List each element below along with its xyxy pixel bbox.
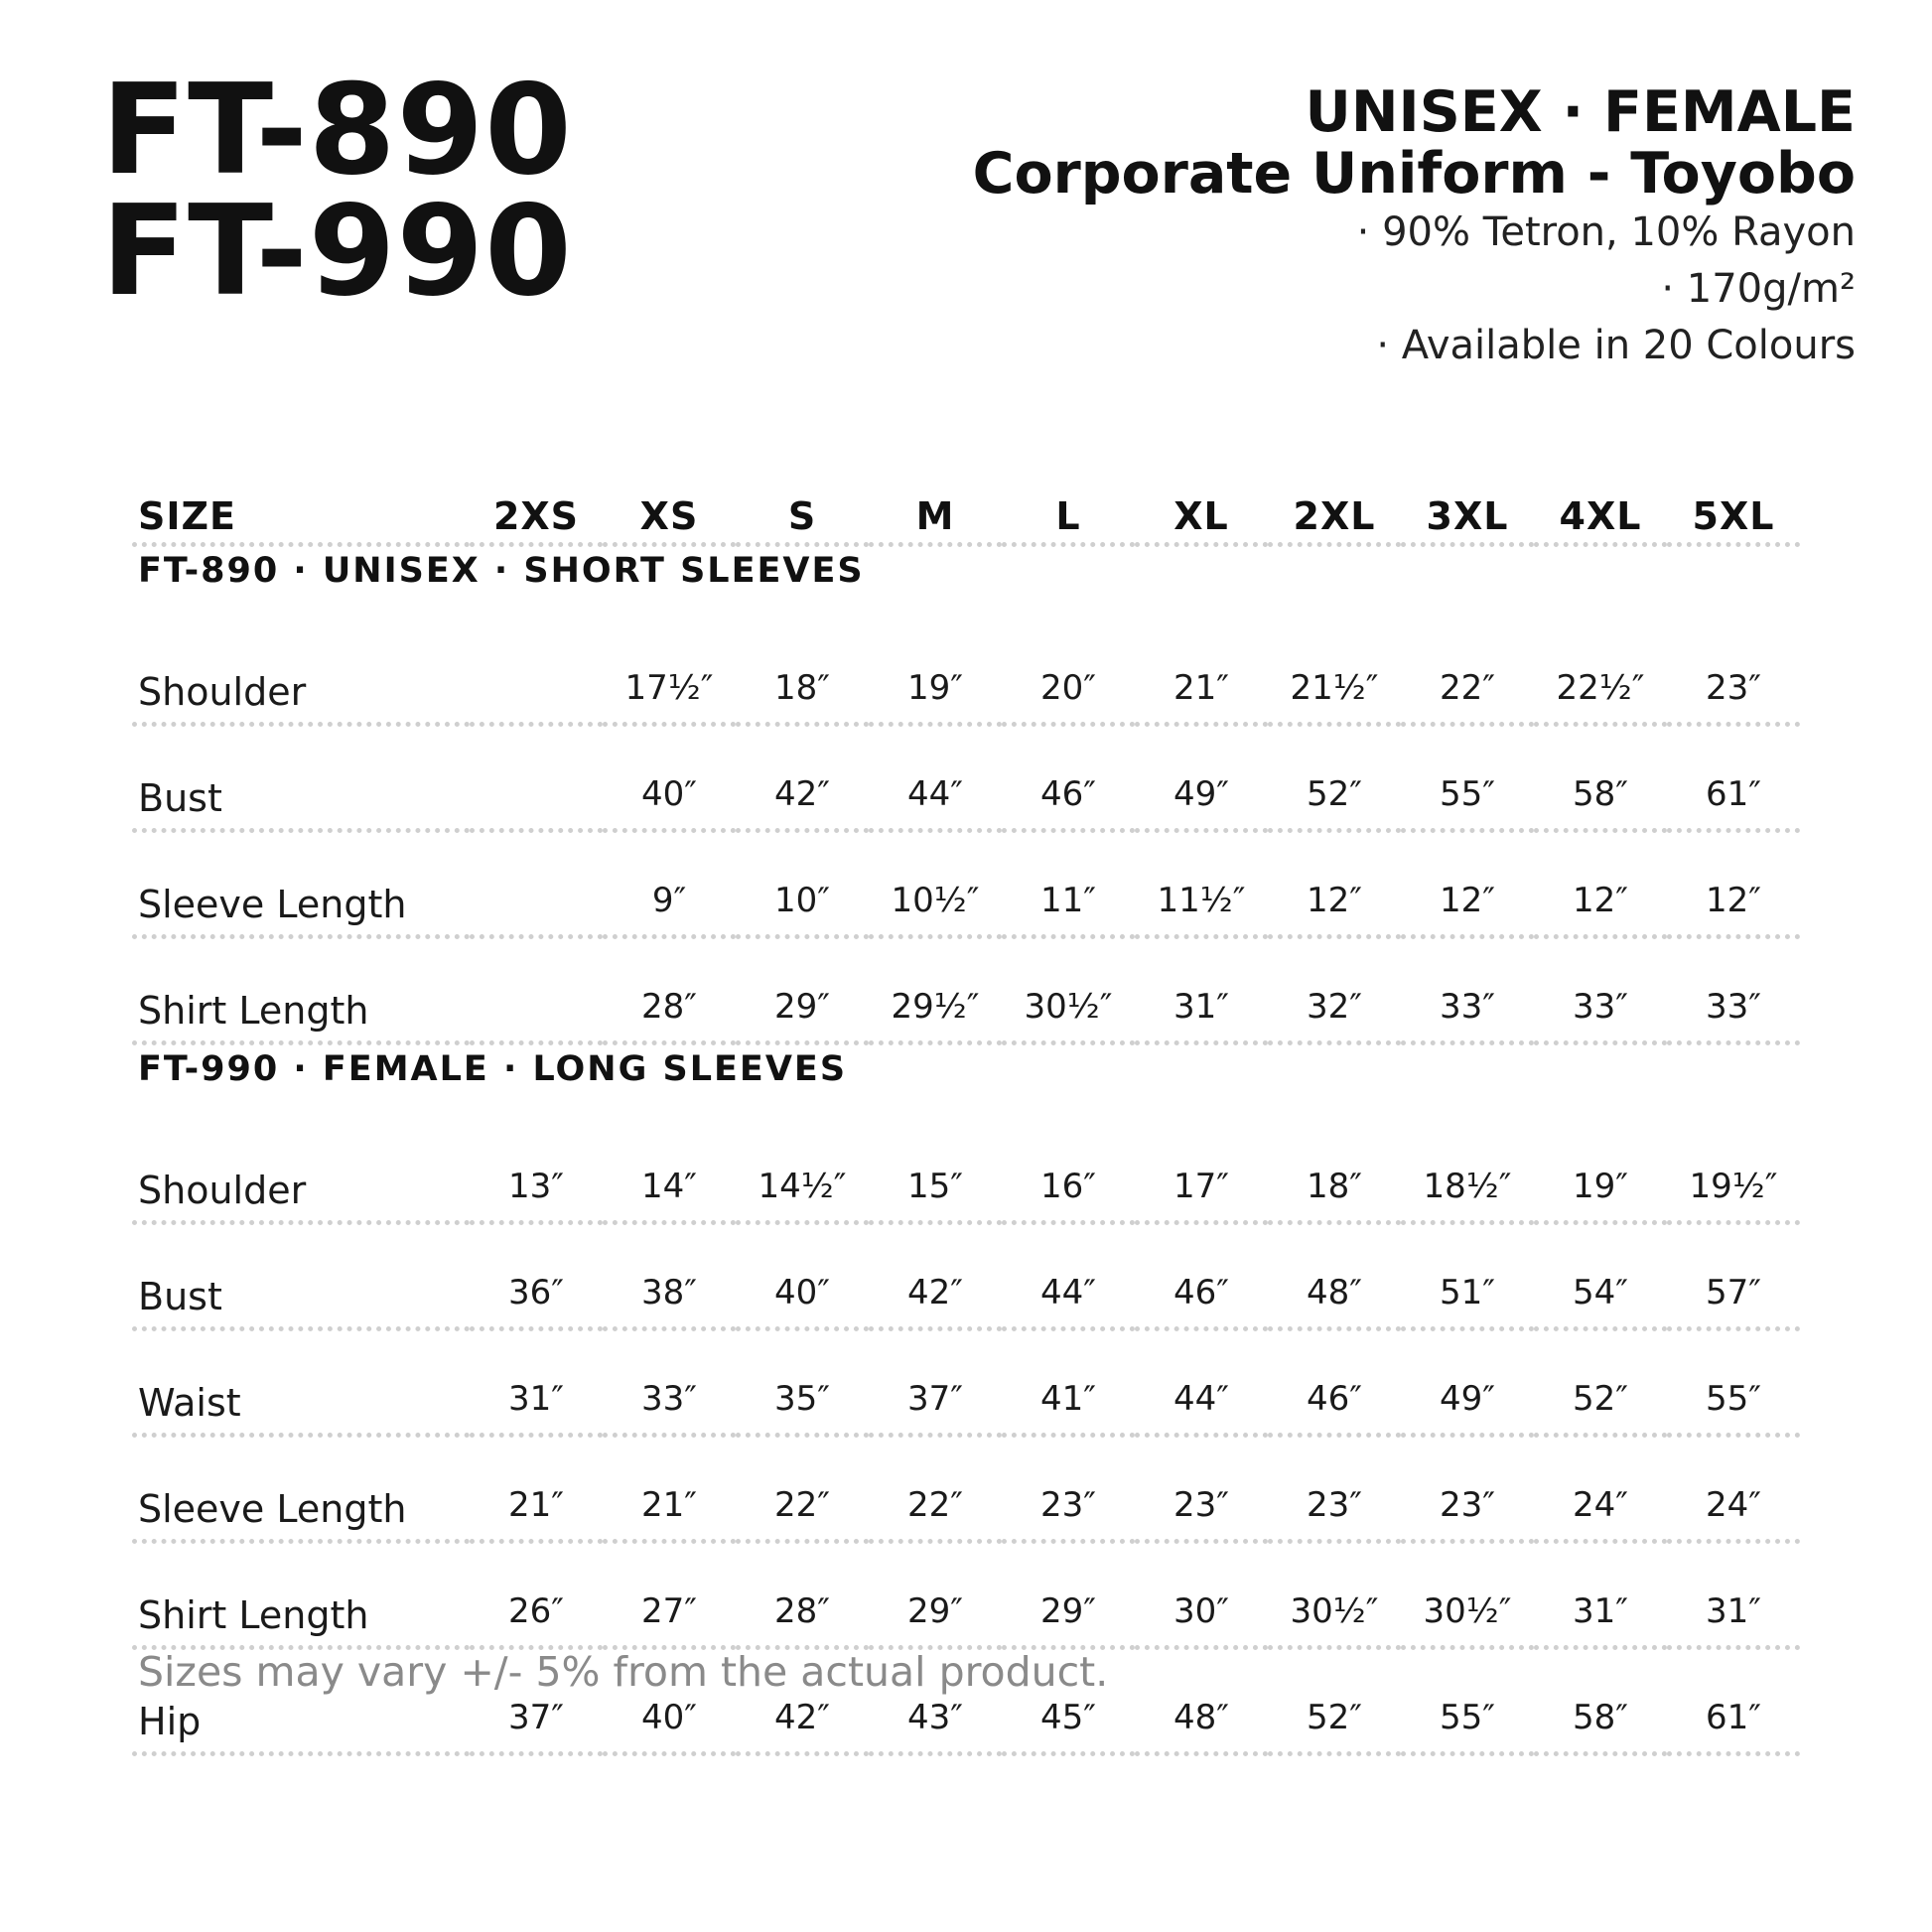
measurement-value: 44″ [869,725,1002,831]
measurement-value: 22½″ [1534,621,1667,725]
spec-fabric: · 90% Tetron, 10% Rayon [1356,209,1856,255]
measurement-value: 24″ [1667,1436,1800,1542]
measurement-value: 29″ [1002,1542,1135,1648]
size-header-cell: S [736,481,869,545]
measurement-value: 41″ [1002,1329,1135,1436]
measurement-row [132,1436,1800,1542]
measurement-value: 28″ [736,1542,869,1648]
measurement-value: 11½″ [1135,831,1268,937]
section-title: FT-890 · UNISEX · SHORT SLEEVES [138,551,865,591]
measurement-value: 58″ [1534,1648,1667,1754]
measurement-value: 13″ [470,1119,603,1223]
measurement-label: Shirt Length [132,937,470,1043]
measurement-value: 40″ [736,1223,869,1329]
size-header-cell: 2XL [1268,481,1401,545]
measurement-value: 12″ [1268,831,1401,937]
measurement-value [470,831,603,937]
size-header-cell: 3XL [1401,481,1534,545]
measurement-value: 21″ [603,1436,736,1542]
measurement-value: 52″ [1268,725,1401,831]
measurement-value [470,621,603,725]
section-spacer [132,591,1800,621]
measurement-value: 44″ [1002,1223,1135,1329]
size-header-cell: 2XS [470,481,603,545]
size-disclaimer: Sizes may vary +/- 5% from the actual product. [138,1648,1109,1696]
measurement-value: 12″ [1401,831,1534,937]
measurement-value: 42″ [869,1223,1002,1329]
measurement-label: Waist [132,1329,470,1436]
measurement-value: 14″ [603,1119,736,1223]
measurement-value: 21½″ [1268,621,1401,725]
measurement-value: 26″ [470,1542,603,1648]
measurement-value: 19″ [1534,1119,1667,1223]
measurement-row [132,831,1800,937]
measurement-value: 16″ [1002,1119,1135,1223]
measurement-value: 29½″ [869,937,1002,1043]
measurement-value: 45″ [1002,1648,1135,1754]
measurement-label: Bust [132,725,470,831]
measurement-value: 31″ [470,1329,603,1436]
measurement-row [132,1542,1800,1648]
measurement-value: 30½″ [1268,1542,1401,1648]
measurement-label: Sleeve Length [132,831,470,937]
measurement-value: 40″ [603,725,736,831]
measurement-label: Shoulder [132,621,470,725]
measurement-value: 61″ [1667,725,1800,831]
measurement-row [132,1329,1800,1436]
measurement-value: 23″ [1667,621,1800,725]
measurement-row [132,937,1800,1043]
measurement-value: 51″ [1401,1223,1534,1329]
measurement-value: 37″ [869,1329,1002,1436]
measurement-value: 18″ [736,621,869,725]
measurement-value: 19″ [869,621,1002,725]
spacer-cell [132,1089,1800,1119]
measurement-value: 46″ [1135,1223,1268,1329]
size-chart-table [132,481,1800,1756]
section-spacer [132,1089,1800,1119]
measurement-value: 10″ [736,831,869,937]
section-title: FT-990 · FEMALE · LONG SLEEVES [138,1049,848,1089]
measurement-label: Hip [132,1648,470,1754]
measurement-label: Shirt Length [132,1542,470,1648]
measurement-value: 54″ [1534,1223,1667,1329]
measurement-value: 22″ [869,1436,1002,1542]
measurement-value: 42″ [736,725,869,831]
measurement-value: 40″ [603,1648,736,1754]
size-header-cell: XL [1135,481,1268,545]
measurement-label: Shoulder [132,1119,470,1223]
measurement-value: 18½″ [1401,1119,1534,1223]
size-header-cell: M [869,481,1002,545]
product-name: Corporate Uniform - Toyobo [972,141,1856,207]
measurement-value: 28″ [603,937,736,1043]
measurement-value [470,725,603,831]
measurement-value: 29″ [736,937,869,1043]
measurement-value: 23″ [1135,1436,1268,1542]
measurement-row [132,621,1800,725]
measurement-value: 21″ [1135,621,1268,725]
measurement-value: 58″ [1534,725,1667,831]
measurement-value: 33″ [1667,937,1800,1043]
measurement-value: 23″ [1002,1436,1135,1542]
measurement-row [132,1119,1800,1223]
measurement-value: 43″ [869,1648,1002,1754]
measurement-label: Bust [132,1223,470,1329]
measurement-value: 33″ [1534,937,1667,1043]
section-header-row [132,1043,1800,1090]
measurement-value: 55″ [1401,1648,1534,1754]
measurement-value: 12″ [1667,831,1800,937]
measurement-value: 31″ [1534,1542,1667,1648]
measurement-value: 42″ [736,1648,869,1754]
measurement-value: 29″ [869,1542,1002,1648]
size-header-cell: 4XL [1534,481,1667,545]
measurement-value: 27″ [603,1542,736,1648]
product-code-secondary: FT-990 [101,178,573,324]
measurement-value: 20″ [1002,621,1135,725]
measurement-value [470,937,603,1043]
measurement-value: 22″ [736,1436,869,1542]
measurement-value: 57″ [1667,1223,1800,1329]
size-table-body [132,545,1800,1754]
measurement-value: 52″ [1534,1329,1667,1436]
measurement-value: 49″ [1401,1329,1534,1436]
measurement-value: 23″ [1401,1436,1534,1542]
measurement-value: 31″ [1667,1542,1800,1648]
size-header-row [132,481,1800,545]
measurement-value: 17″ [1135,1119,1268,1223]
measurement-value: 48″ [1135,1648,1268,1754]
measurement-value: 31″ [1135,937,1268,1043]
measurement-value: 12″ [1534,831,1667,937]
measurement-value: 19½″ [1667,1119,1800,1223]
size-header-cell: 5XL [1667,481,1800,545]
measurement-value: 55″ [1667,1329,1800,1436]
spec-weight: · 170g/m² [1661,266,1856,312]
product-info [973,81,1856,374]
measurement-value: 46″ [1268,1329,1401,1436]
measurement-value: 17½″ [603,621,736,725]
measurement-value: 33″ [1401,937,1534,1043]
product-code-primary: FT-890 [101,57,573,203]
measurement-value: 36″ [470,1223,603,1329]
measurement-value: 30½″ [1002,937,1135,1043]
measurement-value: 14½″ [736,1119,869,1223]
measurement-value: 35″ [736,1329,869,1436]
measurement-value: 46″ [1002,725,1135,831]
spacer-cell [132,591,1800,621]
measurement-value: 23″ [1268,1436,1401,1542]
measurement-value: 52″ [1268,1648,1401,1754]
measurement-value: 33″ [603,1329,736,1436]
measurement-value: 38″ [603,1223,736,1329]
size-header-cell: XS [603,481,736,545]
measurement-value: 48″ [1268,1223,1401,1329]
measurement-value: 21″ [470,1436,603,1542]
measurement-value: 49″ [1135,725,1268,831]
size-header-label: SIZE [132,481,470,545]
measurement-value: 30″ [1135,1542,1268,1648]
measurement-value: 24″ [1534,1436,1667,1542]
gender-label: UNISEX · FEMALE [1305,79,1856,145]
size-header-cell: L [1002,481,1135,545]
section-header-row [132,545,1800,592]
product-codes [101,57,573,324]
measurement-row [132,725,1800,831]
measurement-value: 18″ [1268,1119,1401,1223]
measurement-value: 32″ [1268,937,1401,1043]
measurement-value: 10½″ [869,831,1002,937]
measurement-value: 11″ [1002,831,1135,937]
measurement-value: 15″ [869,1119,1002,1223]
measurement-value: 9″ [603,831,736,937]
measurement-value: 22″ [1401,621,1534,725]
measurement-label: Sleeve Length [132,1436,470,1542]
measurement-value: 55″ [1401,725,1534,831]
measurement-value: 61″ [1667,1648,1800,1754]
measurement-value: 44″ [1135,1329,1268,1436]
measurement-value: 37″ [470,1648,603,1754]
measurement-value: 30½″ [1401,1542,1534,1648]
spec-colours: · Available in 20 Colours [1376,323,1856,368]
measurement-row [132,1223,1800,1329]
